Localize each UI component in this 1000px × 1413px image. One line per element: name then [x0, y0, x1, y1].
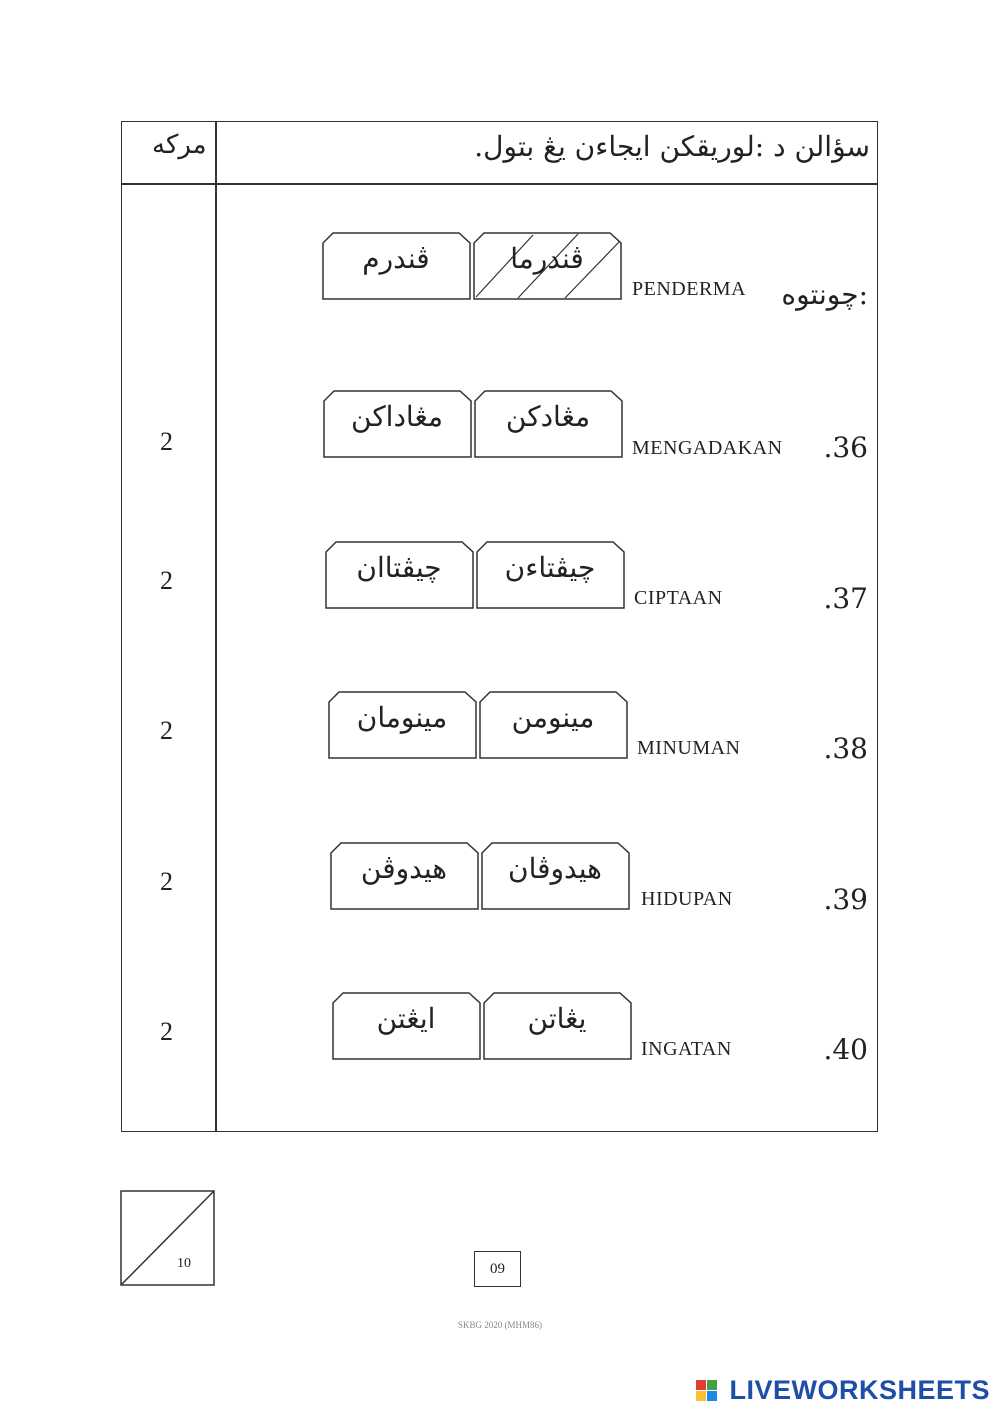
answer-option-right[interactable]	[483, 992, 631, 1058]
example-crossed-option	[473, 232, 621, 298]
rumi-word: MINUMAN	[637, 737, 741, 759]
rumi-word: CIPTAAN	[634, 587, 723, 609]
total-score-box	[120, 1190, 215, 1286]
example-rumi-word: PENDERMA	[632, 278, 747, 300]
question-row	[0, 540, 1000, 620]
option-text: مينومان	[356, 701, 448, 734]
answer-option-left[interactable]	[332, 992, 480, 1058]
answer-option-right[interactable]	[474, 390, 622, 456]
marks-column-header: مركه	[152, 130, 207, 160]
option-text: ايڠتن	[376, 1002, 436, 1035]
question-marks: 2	[160, 1017, 173, 1046]
question-number: .39	[823, 883, 868, 916]
answer-option-left[interactable]	[328, 691, 476, 757]
option-text: مينومن	[511, 701, 595, 734]
answer-option-right[interactable]	[481, 842, 629, 908]
example-correct-option	[322, 232, 470, 298]
option-text: مڠادكن	[505, 400, 591, 433]
rumi-word: MENGADAKAN	[632, 437, 783, 459]
question-marks: 2	[160, 867, 173, 896]
example-row	[0, 230, 1000, 310]
question-marks: 2	[160, 427, 173, 456]
option-text: چيڤتاان	[356, 551, 442, 584]
example-label: چونتوه:	[781, 278, 868, 311]
answer-option-right[interactable]	[479, 691, 627, 757]
rumi-word: INGATAN	[641, 1038, 732, 1060]
answer-option-left[interactable]	[330, 842, 478, 908]
option-text: ڤندرم	[362, 242, 430, 275]
liveworksheets-logo-icon	[696, 1380, 718, 1402]
answer-option-left[interactable]	[325, 541, 473, 607]
question-number: .38	[823, 732, 868, 765]
question-row	[0, 389, 1000, 469]
option-text: چيڤتاءن	[504, 551, 596, 584]
option-text: يڠاتن	[527, 1002, 587, 1035]
option-text: هيدوڤن	[360, 852, 448, 885]
answer-option-right[interactable]	[476, 541, 624, 607]
score-box-diagonal	[120, 1190, 216, 1287]
question-marks: 2	[160, 566, 173, 595]
question-number: .40	[823, 1033, 868, 1066]
question-number: .37	[823, 582, 868, 615]
total-marks: 10	[177, 1256, 191, 1271]
exam-code: SKBG 2020 (MHM86)	[457, 1320, 542, 1330]
question-marks: 2	[160, 716, 173, 745]
header-divider	[121, 183, 878, 185]
option-text: مڠاداكن	[351, 400, 443, 433]
brand-wordmark[interactable]: LIVEWORKSHEETS	[729, 1375, 990, 1405]
page-number: 09	[474, 1251, 521, 1287]
answer-option-left[interactable]	[323, 390, 471, 456]
question-row	[0, 841, 1000, 921]
rumi-word: HIDUPAN	[641, 888, 733, 910]
question-row	[0, 991, 1000, 1071]
question-number: .36	[823, 431, 868, 464]
option-text: ڤندرما	[510, 242, 584, 275]
section-instruction: سؤالن د :لوريقكن ايجاءن يڠ بتول.	[474, 130, 870, 163]
option-text: هيدوڤان	[508, 852, 602, 885]
question-row	[0, 690, 1000, 770]
